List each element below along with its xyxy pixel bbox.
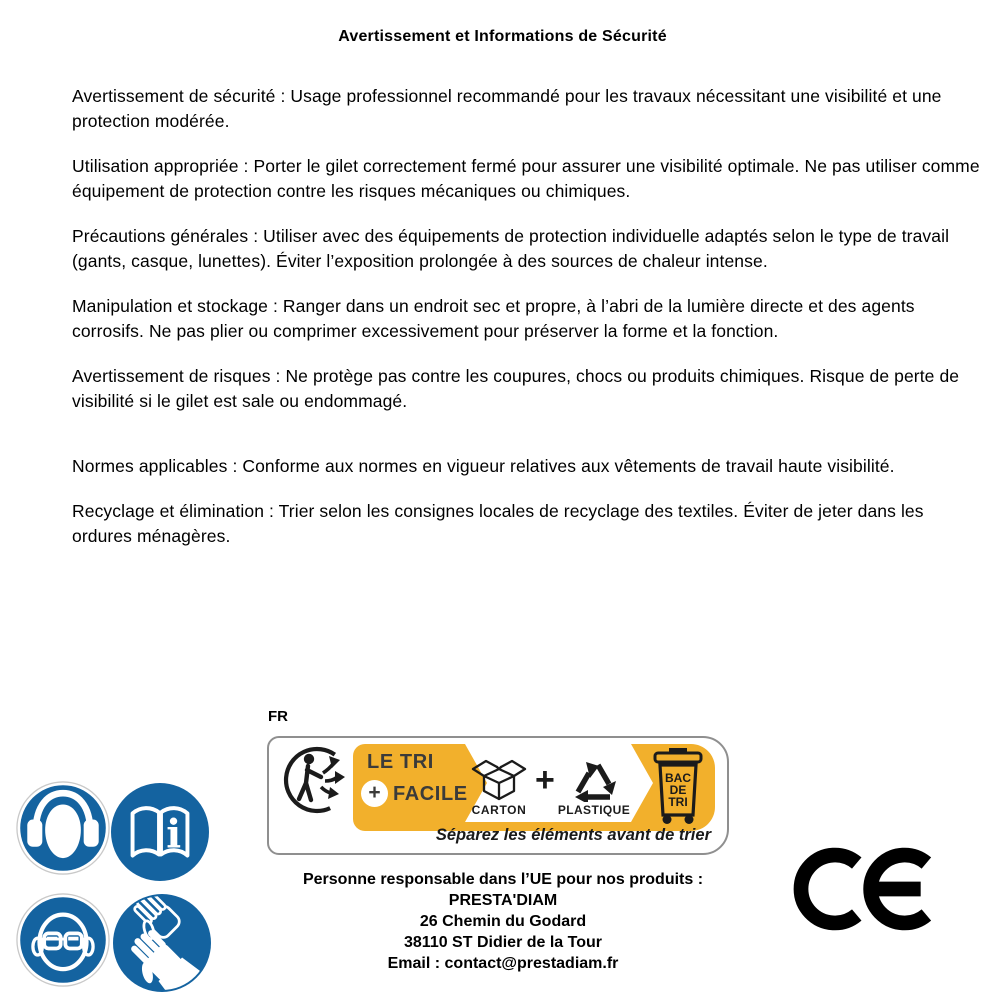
- fr-country-label: FR: [268, 708, 288, 725]
- wear-protective-gloves-icon: [113, 894, 211, 992]
- sorting-bin-icon: [652, 748, 704, 826]
- sorting-tagline: Séparez les éléments avant de trier: [435, 826, 711, 844]
- contact-email: Email : contact@prestadiam.fr: [387, 955, 619, 972]
- wear-eye-protection-icon: [16, 893, 110, 987]
- bin-text-line3: TRI: [668, 795, 688, 809]
- paragraph-avertissement-securite: Avertissement de sécurité : Usage professionnel recommandé pour les travaux nécessitant une visibilité et une protection modérée.: [72, 86, 942, 131]
- bin-text-line2: DE: [669, 783, 687, 797]
- paragraph-precautions: Précautions générales : Utiliser avec des équipements de protection individuelle adaptés selon le type de travail (gants, casque, lunettes). Éviter l’exposition prolongée à des sources de chaleur intense.: [72, 226, 950, 271]
- read-instruction-manual-icon: [111, 783, 209, 881]
- paragraph-risques: Avertissement de risques : Ne protège pas contre les coupures, chocs ou produits chimiques. Risque de perte de visibilité si le gilet est sale ou endommagé.: [72, 366, 960, 411]
- info-tri-label: [267, 736, 729, 855]
- company-name: PRESTA'DIAM: [448, 892, 558, 909]
- responsible-heading: Personne responsable dans l’UE pour nos produits :: [302, 871, 704, 888]
- paragraph-manipulation: Manipulation et stockage : Ranger dans un endroit sec et propre, à l’abri de la lumière directe et des agents corrosifs. Ne pas plier ou comprimer excessivement pour préserver la forme et la fonction.: [72, 296, 915, 341]
- paragraph-utilisation: Utilisation appropriée : Porter le gilet correctement fermé pour assurer une visibilité optimale. Ne pas utiliser comme équipement de protection contre les risques mécaniques ou chimiques.: [72, 156, 980, 201]
- ce-marking-icon: [793, 841, 943, 937]
- carton-label: CARTON: [471, 803, 527, 817]
- page-title: Avertissement et Informations de Sécurité: [338, 28, 667, 45]
- tri-facile-line1: LE TRI: [367, 751, 434, 773]
- tri-facile-banner: [353, 744, 715, 831]
- address-line2: 38110 ST Didier de la Tour: [404, 934, 602, 951]
- wear-ear-protection-icon: [16, 781, 110, 875]
- paragraph-normes: Normes applicables : Conforme aux normes en vigueur relatives aux vêtements de travail haute visibilité.: [72, 456, 895, 476]
- tri-facile-line2: FACILE: [393, 783, 468, 805]
- bin-text-line1: BAC: [665, 771, 691, 785]
- plastique-label: PLASTIQUE: [557, 803, 631, 817]
- plus-circle-icon: +: [361, 780, 388, 807]
- triman-icon: [283, 743, 351, 815]
- address-line1: 26 Chemin du Godard: [419, 913, 587, 930]
- plus-sign: +: [535, 761, 555, 799]
- plastic-recycling-icon: [565, 752, 621, 802]
- info-i-glyph: i: [166, 811, 182, 858]
- responsible-person-block: [253, 869, 753, 974]
- safety-text-block: [72, 84, 982, 569]
- carton-box-icon: [470, 754, 528, 802]
- paragraph-recyclage: Recyclage et élimination : Trier selon les consignes locales de recyclage des textiles. Éviter de jeter dans les ordures ménagères.: [72, 501, 924, 546]
